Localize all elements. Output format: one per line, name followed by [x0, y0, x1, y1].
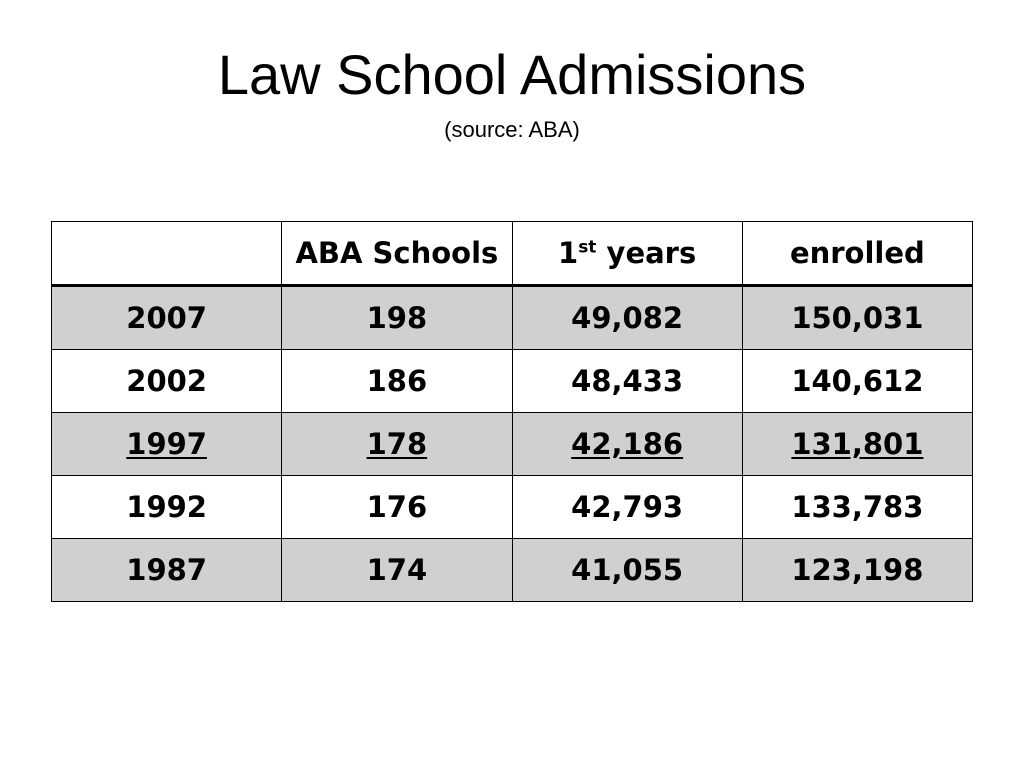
- cell-enrolled: 150,031: [742, 286, 972, 350]
- header-first-years-rest: years: [596, 236, 697, 270]
- admissions-table: [51, 221, 973, 602]
- cell-first-years: 49,082: [512, 286, 742, 350]
- cell-year: 2007: [52, 286, 282, 350]
- cell-schools: 198: [282, 286, 512, 350]
- underlined-value: 131,801: [791, 427, 924, 461]
- cell-first-years: 42,793: [512, 476, 742, 539]
- cell-year: 1987: [52, 539, 282, 602]
- underlined-value: 1997: [126, 427, 207, 461]
- underlined-value: 42,186: [571, 427, 684, 461]
- cell-first-years: [512, 413, 742, 476]
- cell-enrolled: 140,612: [742, 350, 972, 413]
- cell-first-years: 48,433: [512, 350, 742, 413]
- cell-schools: [282, 413, 512, 476]
- table-row: [52, 350, 973, 413]
- cell-year: 2002: [52, 350, 282, 413]
- table-row: [52, 286, 973, 350]
- cell-year: [52, 413, 282, 476]
- cell-year: 1992: [52, 476, 282, 539]
- underlined-value: 178: [366, 427, 428, 461]
- table-row: [52, 413, 973, 476]
- table-header-row: [52, 222, 973, 286]
- header-first-years-base: 1: [558, 236, 579, 270]
- header-enrolled: enrolled: [742, 222, 972, 286]
- slide-subtitle: (source: ABA): [444, 117, 580, 142]
- table-row: [52, 476, 973, 539]
- table-row: [52, 539, 973, 602]
- header-empty-cell: [52, 222, 282, 286]
- cell-schools: 176: [282, 476, 512, 539]
- header-first-years: [512, 222, 742, 286]
- header-first-years-sup: st: [578, 237, 597, 258]
- cell-enrolled: 133,783: [742, 476, 972, 539]
- cell-first-years: 41,055: [512, 539, 742, 602]
- cell-enrolled: [742, 413, 972, 476]
- cell-enrolled: 123,198: [742, 539, 972, 602]
- cell-schools: 186: [282, 350, 512, 413]
- cell-schools: 174: [282, 539, 512, 602]
- header-aba-schools: ABA Schools: [282, 222, 512, 286]
- slide-title: Law School Admissions: [217, 43, 807, 106]
